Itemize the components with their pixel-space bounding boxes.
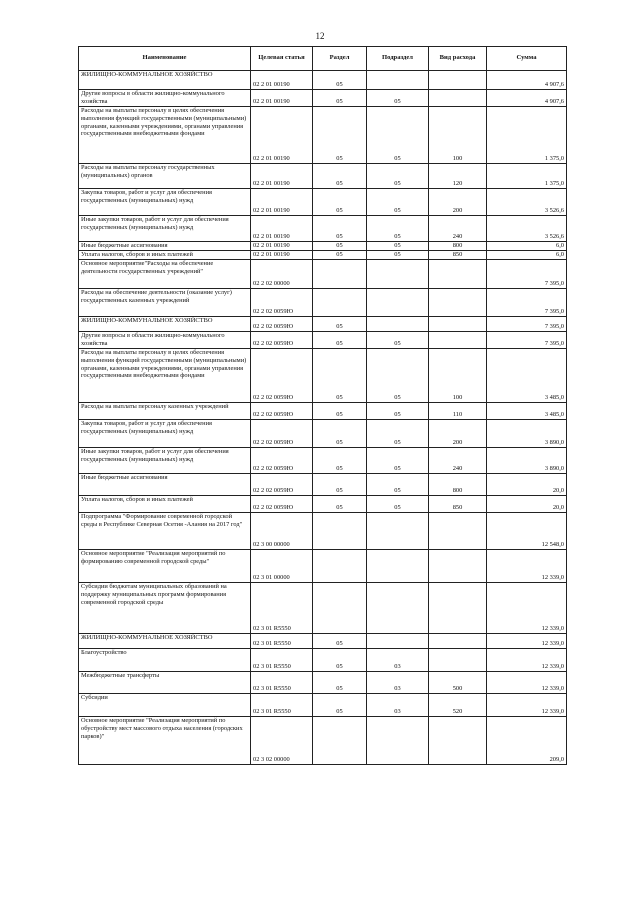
row-subsection: 05 [367,349,429,403]
row-name: Расходы на выплаты персоналу государственных (муниципальных) органов [79,164,251,189]
row-sum: 3 890,0 [487,420,567,448]
row-sum: 209,0 [487,717,567,765]
row-target-article: 02 2 01 00190 [251,242,313,251]
row-expense-type: 800 [429,474,487,496]
row-section: 05 [313,496,367,513]
row-target-article: 02 2 02 0059Ю [251,420,313,448]
table-row [79,289,567,317]
row-sum: 12 339,0 [487,649,567,672]
row-name: Субсидии бюджетам муниципальных образований на поддержку муниципальных программ формирования современной городской среды [79,583,251,634]
row-target-article: 02 2 02 0059Ю [251,474,313,496]
row-name: Расходы на выплаты персоналу в целях обеспечения выполнения функций государственными (муниципальными) органами, казенными учреждениями, органами управления государственными внебюджетными фондами [79,349,251,403]
header-target-article: Целевая статья [251,47,313,71]
row-section [313,550,367,583]
row-name: Уплата налогов, сборов и иных платежей [79,496,251,513]
row-subsection: 03 [367,694,429,717]
table-row [79,513,567,550]
table-row [79,583,567,634]
row-section: 05 [313,474,367,496]
row-subsection: 05 [367,90,429,107]
row-name: Закупка товаров, работ и услуг для обеспечения государственных (муниципальных) нужд [79,420,251,448]
row-sum: 12 339,0 [487,634,567,649]
row-name: Иные бюджетные ассигнования [79,474,251,496]
row-target-article: 02 3 00 00000 [251,513,313,550]
table-row [79,717,567,765]
row-sum: 4 907,6 [487,71,567,90]
row-target-article: 02 2 01 00190 [251,107,313,164]
row-expense-type: 200 [429,420,487,448]
row-name: Закупка товаров, работ и услуг для обеспечения государственных (муниципальных) нужд [79,189,251,216]
row-name: Иные бюджетные ассигнования [79,242,251,251]
row-sum: 7 395,0 [487,260,567,289]
row-section: 05 [313,349,367,403]
header-sum: Сумма [487,47,567,71]
row-subsection: 03 [367,672,429,694]
table-row [79,649,567,672]
table-row [79,550,567,583]
row-target-article: 02 3 01 R5550 [251,694,313,717]
table-row [79,216,567,242]
row-name: ЖИЛИЩНО-КОММУНАЛЬНОЕ ХОЗЯЙСТВО [79,71,251,90]
row-expense-type [429,289,487,317]
row-expense-type [429,317,487,332]
row-expense-type: 800 [429,242,487,251]
row-name: Межбюджетные трансферты [79,672,251,694]
row-section [313,513,367,550]
row-sum: 7 395,0 [487,332,567,349]
row-section: 05 [313,448,367,474]
table-row [79,349,567,403]
row-subsection: 05 [367,189,429,216]
table-row [79,107,567,164]
table-row [79,672,567,694]
table-row [79,317,567,332]
row-target-article: 02 2 01 00190 [251,71,313,90]
row-expense-type: 850 [429,251,487,260]
row-subsection [367,317,429,332]
row-section [313,583,367,634]
row-expense-type: 850 [429,496,487,513]
table-row [79,332,567,349]
row-name: Другие вопросы в области жилищно-коммунального хозяйства [79,90,251,107]
row-subsection: 05 [367,496,429,513]
row-expense-type: 500 [429,672,487,694]
row-name: Благоустройство [79,649,251,672]
row-section: 05 [313,216,367,242]
row-subsection [367,71,429,90]
row-name: Основное мероприятие"Расходы на обеспечение деятельности государственных учреждений" [79,260,251,289]
row-sum: 6,0 [487,242,567,251]
row-subsection [367,550,429,583]
row-section: 05 [313,189,367,216]
row-expense-type: 240 [429,216,487,242]
row-expense-type: 240 [429,448,487,474]
table-row [79,474,567,496]
row-section: 05 [313,634,367,649]
row-expense-type: 200 [429,189,487,216]
row-name: Расходы на обеспечение деятельности (оказание услуг) государственных казенных учреждений [79,289,251,317]
row-target-article: 02 2 02 0059Ю [251,496,313,513]
row-target-article: 02 2 02 0059Ю [251,403,313,420]
row-section [313,260,367,289]
row-section: 05 [313,420,367,448]
row-target-article: 02 2 02 0059Ю [251,349,313,403]
row-expense-type: 100 [429,107,487,164]
row-section: 05 [313,90,367,107]
row-subsection: 05 [367,420,429,448]
row-sum: 3 485,0 [487,403,567,420]
row-section: 05 [313,694,367,717]
table-row [79,634,567,649]
row-subsection: 05 [367,216,429,242]
page-number: 12 [315,31,325,41]
row-target-article: 02 2 02 00000 [251,260,313,289]
row-target-article: 02 2 02 0059Ю [251,289,313,317]
row-expense-type [429,634,487,649]
row-expense-type [429,332,487,349]
table-row [79,496,567,513]
row-sum: 12 339,0 [487,672,567,694]
table-row [79,90,567,107]
row-sum: 7 395,0 [487,289,567,317]
row-target-article: 02 2 01 00190 [251,189,313,216]
row-target-article: 02 2 01 00190 [251,251,313,260]
row-subsection: 05 [367,403,429,420]
table-row [79,448,567,474]
row-section: 05 [313,242,367,251]
row-sum: 12 548,0 [487,513,567,550]
row-target-article: 02 3 01 R5550 [251,672,313,694]
row-subsection: 05 [367,164,429,189]
row-subsection [367,513,429,550]
row-target-article: 02 3 01 R5550 [251,634,313,649]
header-subsection: Подраздел [367,47,429,71]
row-section: 05 [313,164,367,189]
table-row [79,260,567,289]
row-section: 05 [313,317,367,332]
row-name: Уплата налогов, сборов и иных платежей [79,251,251,260]
row-name: Иные закупки товаров, работ и услуг для обеспечения государственных (муниципальных) нужд [79,448,251,474]
row-subsection [367,717,429,765]
row-name: Расходы на выплаты персоналу казенных учреждений [79,403,251,420]
row-sum: 20,0 [487,496,567,513]
row-sum: 12 339,0 [487,550,567,583]
row-name: Расходы на выплаты персоналу в целях обеспечения выполнения функций государственными (муниципальными) органами, казенными учреждениями, органами управления государственными внебюджетными фондами [79,107,251,164]
table-row [79,71,567,90]
header-section: Раздел [313,47,367,71]
row-subsection: 05 [367,107,429,164]
row-expense-type: 520 [429,694,487,717]
row-expense-type [429,583,487,634]
row-subsection: 05 [367,251,429,260]
row-subsection [367,260,429,289]
header-expense-type: Вид расхода [429,47,487,71]
row-name: ЖИЛИЩНО-КОММУНАЛЬНОЕ ХОЗЯЙСТВО [79,634,251,649]
row-target-article: 02 2 02 0059Ю [251,317,313,332]
row-section: 05 [313,71,367,90]
row-expense-type [429,550,487,583]
row-target-article: 02 2 01 00190 [251,164,313,189]
row-subsection [367,583,429,634]
row-subsection: 05 [367,332,429,349]
row-section [313,289,367,317]
budget-table [78,46,567,765]
row-sum: 4 907,6 [487,90,567,107]
row-name: Субсидии [79,694,251,717]
row-target-article: 02 3 01 R5550 [251,649,313,672]
row-sum: 12 339,0 [487,583,567,634]
row-expense-type: 100 [429,349,487,403]
row-sum: 3 485,0 [487,349,567,403]
row-section: 05 [313,251,367,260]
row-expense-type [429,90,487,107]
table-row [79,164,567,189]
table-body [79,71,567,765]
row-section: 05 [313,107,367,164]
row-expense-type: 120 [429,164,487,189]
row-sum: 7 395,0 [487,317,567,332]
row-sum: 1 375,0 [487,107,567,164]
table-row [79,242,567,251]
row-expense-type [429,513,487,550]
row-sum: 12 339,0 [487,694,567,717]
row-target-article: 02 3 01 00000 [251,550,313,583]
row-expense-type [429,260,487,289]
row-target-article: 02 3 01 R5550 [251,583,313,634]
row-section: 05 [313,332,367,349]
row-expense-type [429,71,487,90]
table-row [79,420,567,448]
table-row [79,694,567,717]
row-target-article: 02 2 01 00190 [251,90,313,107]
row-subsection: 03 [367,649,429,672]
row-sum: 6,0 [487,251,567,260]
row-name: Иные закупки товаров, работ и услуг для обеспечения государственных (муниципальных) нужд [79,216,251,242]
row-sum: 3 526,6 [487,189,567,216]
row-section: 05 [313,672,367,694]
row-sum: 3 526,6 [487,216,567,242]
row-name: Подпрограмма "Формирование современной городской среды в Республике Северная Осетия -Алания на 2017 год" [79,513,251,550]
row-sum: 1 375,0 [487,164,567,189]
table-row [79,251,567,260]
row-subsection: 05 [367,242,429,251]
row-sum: 20,0 [487,474,567,496]
row-expense-type [429,717,487,765]
row-target-article: 02 2 02 0059Ю [251,448,313,474]
row-name: Основное мероприятие "Реализация мероприятий по обустройству мест массового отдыха населения (городских парков)" [79,717,251,765]
row-target-article: 02 2 02 0059Ю [251,332,313,349]
row-sum: 3 890,0 [487,448,567,474]
row-name: Другие вопросы в области жилищно-коммунального хозяйства [79,332,251,349]
row-subsection [367,289,429,317]
row-target-article: 02 2 01 00190 [251,216,313,242]
row-subsection: 05 [367,448,429,474]
row-name: Основное мероприятие "Реализация мероприятий по формированию современной городской среды" [79,550,251,583]
row-name: ЖИЛИЩНО-КОММУНАЛЬНОЕ ХОЗЯЙСТВО [79,317,251,332]
row-expense-type: 110 [429,403,487,420]
row-section: 05 [313,403,367,420]
table-row [79,189,567,216]
row-target-article: 02 3 02 00000 [251,717,313,765]
table-row [79,403,567,420]
row-subsection [367,634,429,649]
row-subsection: 05 [367,474,429,496]
row-section: 05 [313,649,367,672]
header-row [79,47,567,71]
header-name: Наименование [79,47,251,71]
row-section [313,717,367,765]
row-expense-type [429,649,487,672]
